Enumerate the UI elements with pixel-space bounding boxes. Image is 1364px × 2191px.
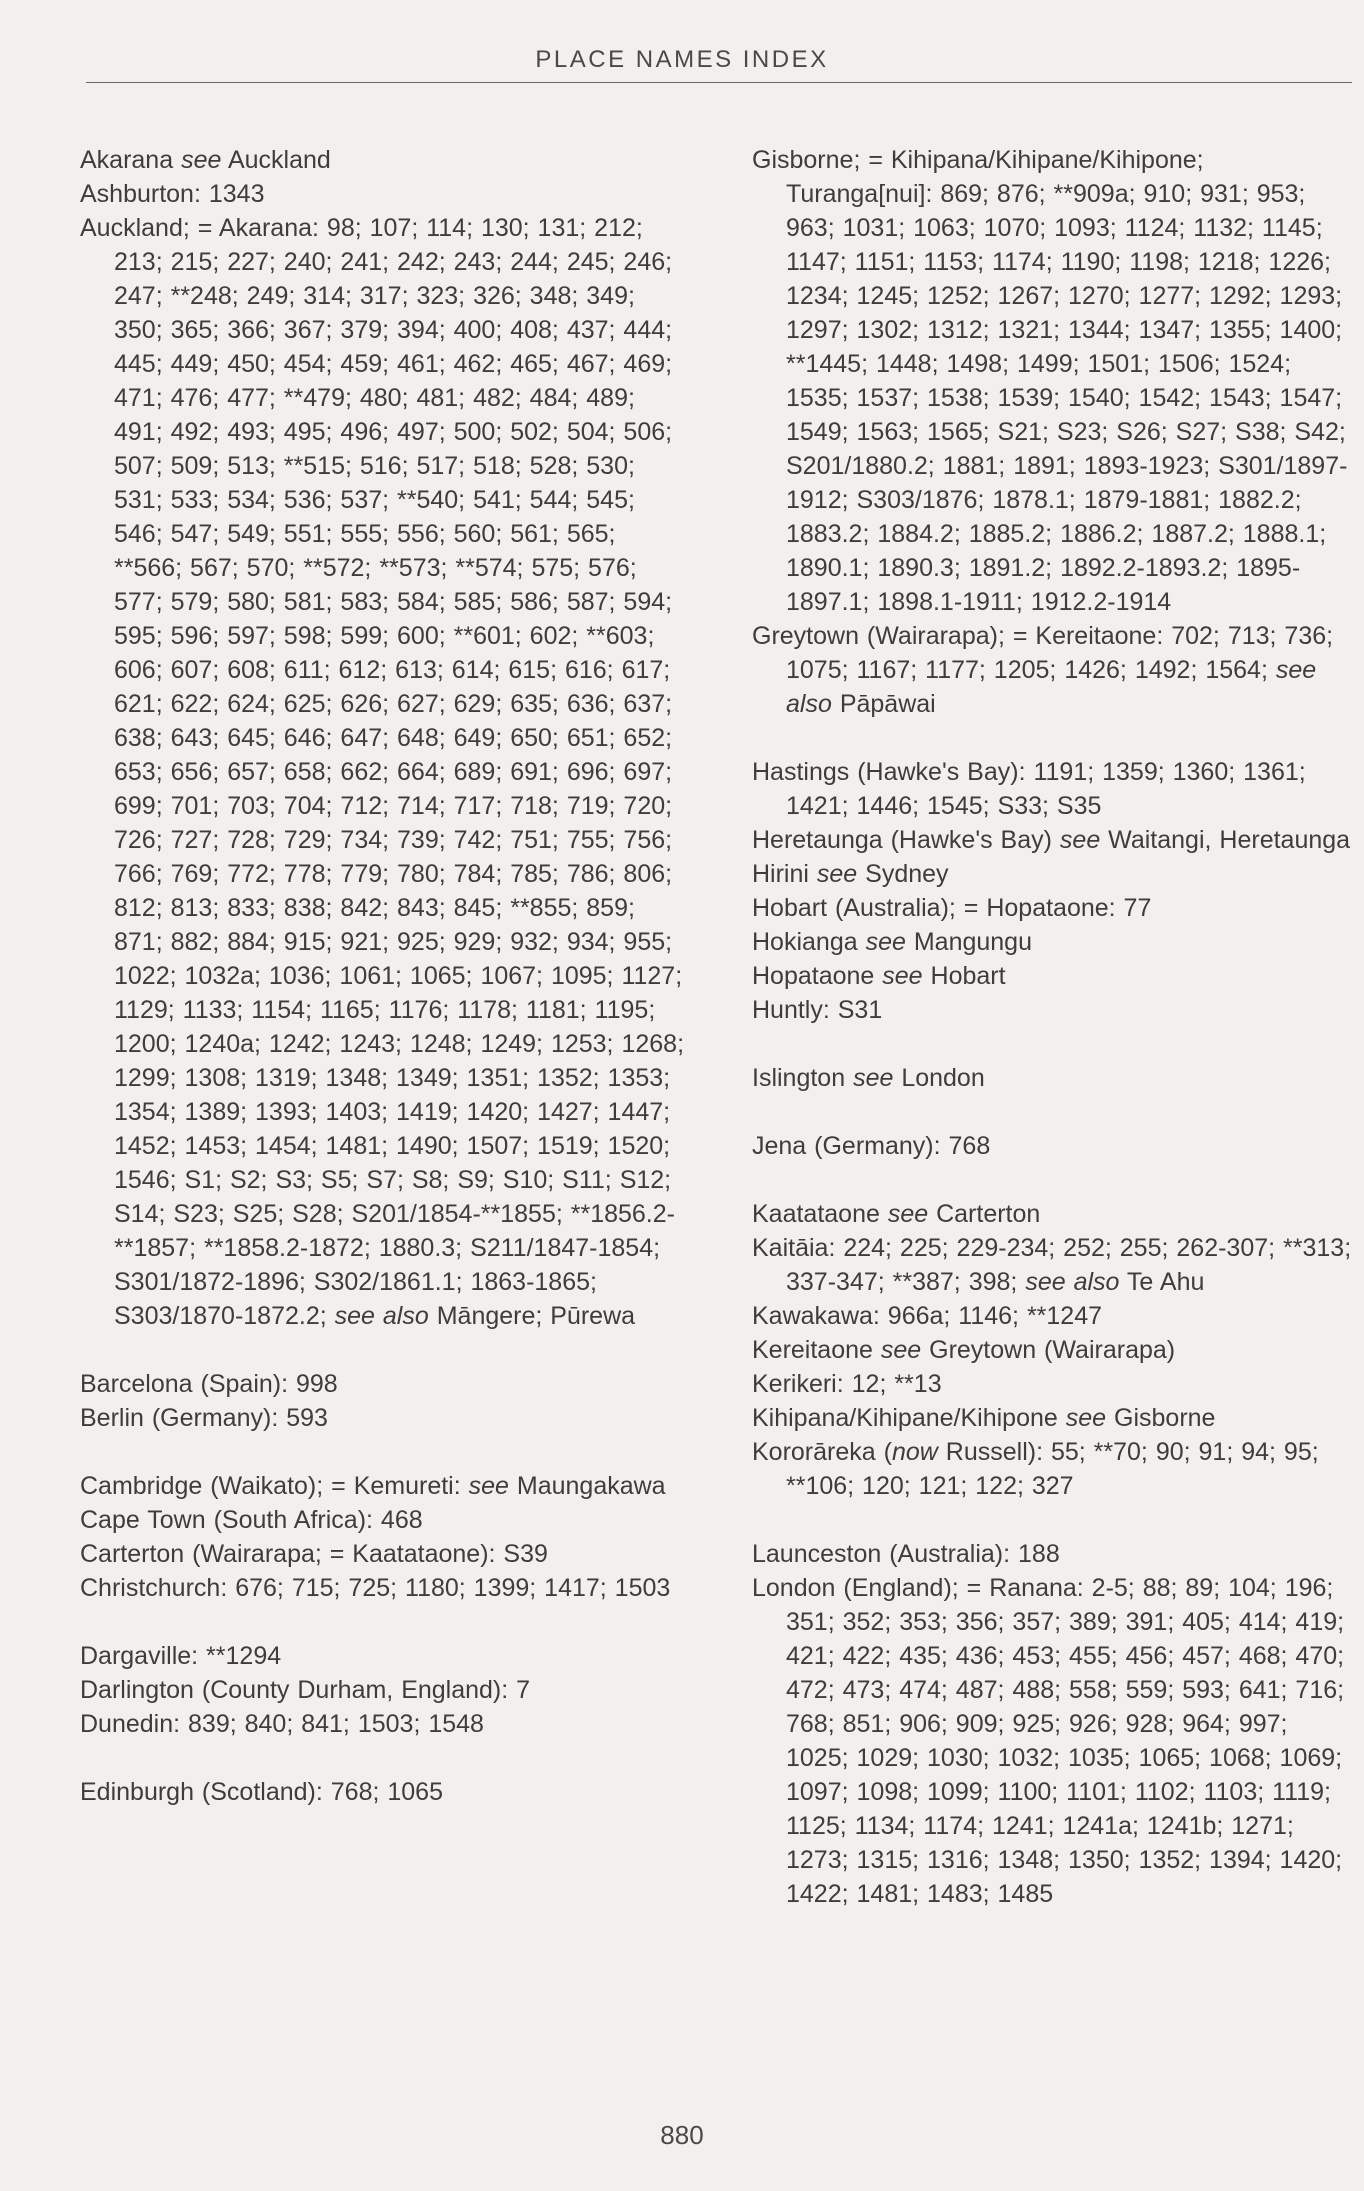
entry-text: Islington [752, 1064, 854, 1092]
index-entry [752, 1571, 1352, 1911]
entry-text: Edinburgh (Scotland): 768; 1065 [80, 1778, 443, 1806]
entry-text-tail: Maungakawa [508, 1472, 666, 1500]
entry-text-tail: Auckland [221, 146, 331, 174]
entry-gap [752, 721, 1352, 755]
index-entry [80, 143, 690, 177]
entry-text-tail: Te Ahu [1119, 1268, 1205, 1296]
index-entry [752, 925, 1352, 959]
page-number: 880 [660, 2120, 704, 2150]
cross-reference-term: see [468, 1472, 509, 1500]
index-entry [752, 1129, 1352, 1163]
index-entry [752, 1231, 1352, 1299]
index-entry [752, 619, 1352, 721]
index-entry [80, 1571, 690, 1605]
entry-text: Heretaunga (Hawke's Bay) [752, 826, 1060, 854]
entry-text-tail: Carterton [928, 1200, 1041, 1228]
index-entry [752, 1061, 1352, 1095]
entry-text: Kawakawa: 966a; 1146; **1247 [752, 1302, 1103, 1330]
cross-reference-term: see [887, 1200, 929, 1228]
entry-text: Christchurch: 676; 715; 725; 1180; 1399; 1417; 1503 [80, 1574, 671, 1602]
index-entry [80, 177, 690, 211]
index-entry [80, 1639, 690, 1673]
entry-text-tail: Gisborne [1106, 1404, 1216, 1432]
index-entry [752, 1537, 1352, 1571]
entry-text-tail: Pāpāwai [831, 690, 936, 718]
index-column-right [752, 143, 1352, 1911]
entry-gap [80, 1741, 690, 1775]
index-entry [80, 1775, 690, 1809]
entry-text: Ashburton: 1343 [80, 180, 265, 208]
entry-text-tail: Māngere; Pūrewa [428, 1302, 636, 1330]
entry-text: Kereitaone [752, 1336, 881, 1364]
cross-reference-term: see [853, 1064, 894, 1092]
entry-text-tail: Mangungu [905, 928, 1032, 956]
index-entry [752, 1333, 1352, 1367]
entry-text: Dargaville: **1294 [80, 1642, 282, 1670]
index-entry [752, 143, 1352, 619]
entry-gap [80, 1333, 690, 1367]
index-entry [752, 1401, 1352, 1435]
cross-reference-term: now [891, 1438, 938, 1466]
entry-text: London (England); = Ranana: 2-5; 88; 89; 104; 196; 351; 352; 353; 356; 357; 389; 391; 405; 414; 419; 421; 422; 435; 436; 453; 455; 456; 457; 468; 470; 472; 473; 474; 487; 488; 558; 559; 593; 641; 716; 768; 851; 906; 909; 925; 926; 928; 964; 997; 1025; 1029; 1030; 1032; 1035; 1065; 1068; 1069; 1097; 1098; 1099; 1100; 1101; 1102; 1103; 1119; 1125; 1134; 1174; 1241; 1241a; 1241b; 1271; 1273; 1315; 1316; 1348; 1350; 1352; 1394; 1420; 1422; 1481; 1483; 1485 [752, 1574, 1345, 1908]
entry-text-tail: Hobart [922, 962, 1006, 990]
index-entry [752, 1299, 1352, 1333]
entry-text: Kaitāia: 224; 225; 229-234; 252; 255; 262-307; **313; 337-347; **387; 398; [752, 1234, 1352, 1296]
index-entry [80, 1367, 690, 1401]
entry-text: Huntly: S31 [752, 996, 883, 1024]
entry-text: Jena (Germany): 768 [752, 1132, 991, 1160]
index-column-left [80, 143, 690, 1809]
entry-text: Barcelona (Spain): 998 [80, 1370, 338, 1398]
entry-text-tail: London [893, 1064, 985, 1092]
entry-text: Launceston (Australia): 188 [752, 1540, 1060, 1568]
index-entry [80, 1503, 690, 1537]
cross-reference-term: see [882, 962, 923, 990]
cross-reference-term: see also [334, 1302, 429, 1330]
entry-gap [752, 1503, 1352, 1537]
index-entry [80, 211, 690, 1333]
index-entry [752, 857, 1352, 891]
entry-gap [752, 1163, 1352, 1197]
entry-text: Hobart (Australia); = Hopataone: 77 [752, 894, 1152, 922]
index-entry [752, 993, 1352, 1027]
entry-text: Kaatataone [752, 1200, 888, 1228]
header-rule [86, 82, 1352, 83]
entry-text-tail: Waitangi, Heretaunga [1100, 826, 1351, 854]
entry-text: Darlington (County Durham, England): 7 [80, 1676, 531, 1704]
cross-reference-term: see [880, 1336, 922, 1364]
entry-text: Dunedin: 839; 840; 841; 1503; 1548 [80, 1710, 484, 1738]
cross-reference-term: see [181, 146, 222, 174]
index-entry [80, 1537, 690, 1571]
entry-text-tail: Sydney [857, 860, 949, 888]
entry-text: Hirini [752, 860, 817, 888]
entry-text: Kerikeri: 12; **13 [752, 1370, 942, 1398]
entry-text: Hokianga [752, 928, 866, 956]
index-entry [752, 755, 1352, 823]
entry-text: Greytown (Wairarapa); = Kereitaone: 702; 713; 736; 1075; 1167; 1177; 1205; 1426; 1492; 1564; [752, 622, 1334, 684]
running-header: PLACE NAMES INDEX [535, 46, 829, 73]
entry-text: Cambridge (Waikato); = Kemureti: [80, 1472, 469, 1500]
entry-gap [752, 1095, 1352, 1129]
cross-reference-term: see [865, 928, 906, 956]
entry-text: Berlin (Germany): 593 [80, 1404, 328, 1432]
index-entry [80, 1469, 690, 1503]
index-entry [80, 1673, 690, 1707]
index-entry [80, 1707, 690, 1741]
entry-text: Akarana [80, 146, 182, 174]
entry-text: Hastings (Hawke's Bay): 1191; 1359; 1360; 1361; 1421; 1446; 1545; S33; S35 [752, 758, 1306, 820]
cross-reference-term: see [816, 860, 858, 888]
cross-reference-term: see [1065, 1404, 1107, 1432]
entry-text: Auckland; = Akarana: 98; 107; 114; 130; 131; 212; 213; 215; 227; 240; 241; 242; 243; 244; 245; 246; 247; **248; 249; 314; 317; 323; 326; 348; 349; 350; 365; 366; 367; 379; 394; 400; 408; 437; 444; 445; 449; 450; 454; 459; 461; 462; 465; 467; 469; 471; 476; 477; **479; 480; 481; 482; 484; 489; 491; 492; 493; 495; 496; 497; 500; 502; 504; 506; 507; 509; 513; **515; 516; 517; 518; 528; 530; 531; 533; 534; 536; 537; **540; 541; 544; 545; 546; 547; 549; 551; 555; 556; 560; 561; 565; **566; 567; 570; **572; **573; **574; 575; 576; 577; 579; 580; 581; 583; 584; 585; 586; 587; 594; 595; 596; 597; 598; 599; 600; **601; 602; **603; 606; 607; 608; 611; 612; 613; 614; 615; 616; 617; 621; 622; 624; 625; 626; 627; 629; 635; 636; 637; 638; 643; 645; 646; 647; 648; 649; 650; 651; 652; 653; 656; 657; 658; 662; 664; 689; 691; 696; 697; 699; 701; 703; 704; 712; 714; 717; 718; 719; 720; 726; 727; 728; 729; 734; 739; 742; 751; 755; 756; 766; 769; 772; 778; 779; 780; 784; 785; 786; 806; 812; 813; 833; 838; 842; 843; 845; **855; 859; 871; 882; 884; 915; 921; 925; 929; 932; 934; 955; 1022; 1032a; 1036; 1061; 1065; 1067; 1095; 1127; 1129; 1133; 1154; 1165; 1176; 1178; 1181; 1195; 1200; 1240a; 1242; 1243; 1248; 1249; 1253; 1268; 1299; 1308; 1319; 1348; 1349; 1351; 1352; 1353; 1354; 1389; 1393; 1403; 1419; 1420; 1427; 1447; 1452; 1453; 1454; 1481; 1490; 1507; 1519; 1520; 1546; S1; S2; S3; S5; S7; S8; S9; S10; S11; S12; S14; S23; S25; S28; S201/1854-**1855; **1856.2-**1857; **1858.2-1872; 1880.3; S211/1847-1854; S301/1872-1896; S302/1861.1; 1863-1865; S303/1870-1872.2; [80, 214, 685, 1330]
entry-text: Kihipana/Kihipane/Kihipone [752, 1404, 1066, 1432]
entry-text: Gisborne; = Kihipana/Kihipane/Kihipone; Turanga[nui]: 869; 876; **909a; 910; 931; 953; 963; 1031; 1063; 1070; 1093; 1124; 1132; 1145; 1147; 1151; 1153; 1174; 1190; 1198; 1218; 1226; 1234; 1245; 1252; 1267; 1270; 1277; 1292; 1293; 1297; 1302; 1312; 1321; 1344; 1347; 1355; 1400; **1445; 1448; 1498; 1499; 1501; 1506; 1524; 1535; 1537; 1538; 1539; 1540; 1542; 1543; 1547; 1549; 1563; 1565; S21; S23; S26; S27; S38; S42; S201/1880.2; 1881; 1891; 1893-1923; S301/1897-1912; S303/1876; 1878.1; 1879-1881; 1882.2; 1883.2; 1884.2; 1885.2; 1886.2; 1887.2; 1888.1; 1890.1; 1890.3; 1891.2; 1892.2-1893.2; 1895-1897.1; 1898.1-1911; 1912.2-1914 [752, 146, 1348, 616]
index-entry [752, 1435, 1352, 1503]
entry-text: Carterton (Wairarapa; = Kaatataone): S39 [80, 1540, 548, 1568]
entry-gap [752, 1027, 1352, 1061]
cross-reference-term: see also [1025, 1268, 1120, 1296]
index-entry [80, 1401, 690, 1435]
entry-gap [80, 1435, 690, 1469]
index-entry [752, 1367, 1352, 1401]
cross-reference-term: see [1059, 826, 1101, 854]
index-entry [752, 823, 1352, 857]
entry-text-tail: Greytown (Wairarapa) [921, 1336, 1176, 1364]
index-entry [752, 891, 1352, 925]
index-entry [752, 959, 1352, 993]
entry-text: Hopataone [752, 962, 883, 990]
entry-text: Cape Town (South Africa): 468 [80, 1506, 423, 1534]
entry-text-tail: Russell): 55; **70; 90; 91; 94; 95; **106; 120; 121; 122; 327 [786, 1438, 1319, 1500]
entry-gap [80, 1605, 690, 1639]
entry-text: Kororāreka ( [752, 1438, 892, 1466]
cross-reference-term: see also [786, 656, 1317, 718]
index-entry [752, 1197, 1352, 1231]
